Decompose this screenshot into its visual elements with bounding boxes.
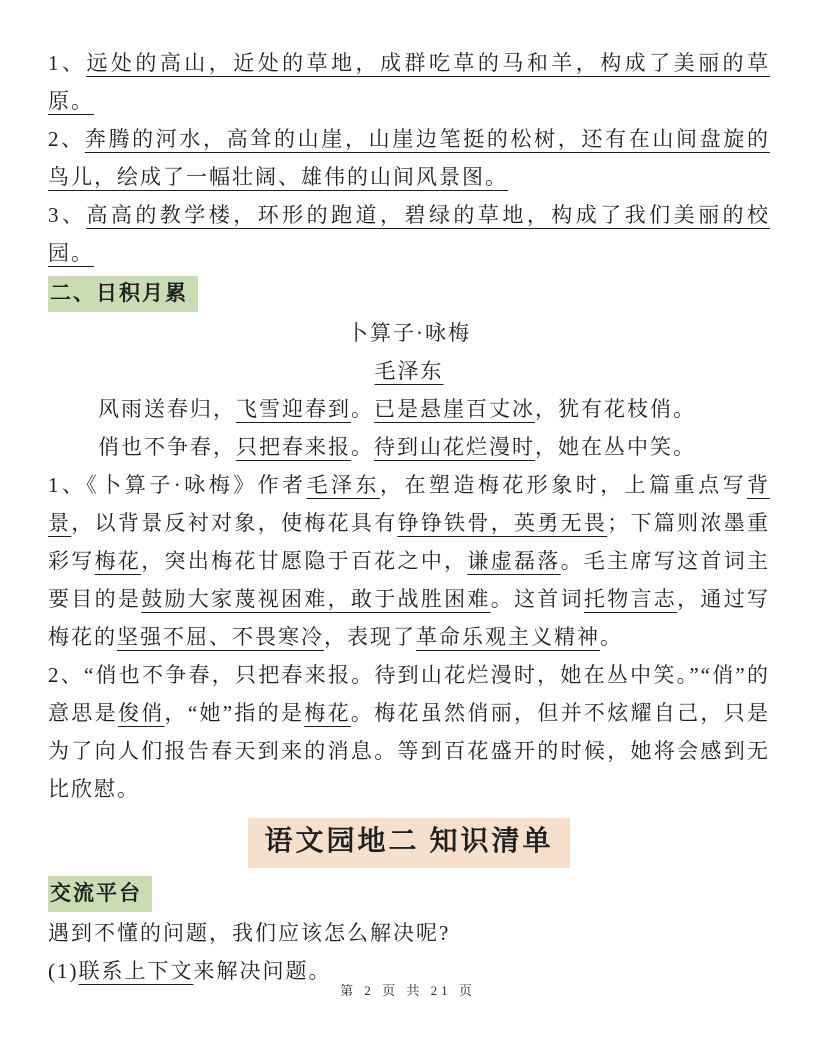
text-run: 。梅花虽然俏丽，但并不炫耀自己，只是为了向人们报告春天到来的消息。等到百花盛开的时候，她将会感到无比欣慰。	[48, 701, 771, 801]
document-content	[48, 44, 770, 990]
underlined-text: 铮铮铁骨，英勇无畏	[397, 511, 608, 535]
paragraph	[48, 656, 770, 808]
text-run: ；下篇则浓墨重彩写	[48, 511, 771, 573]
text-run: 2、	[48, 127, 85, 151]
underlined-text: 背景	[48, 473, 770, 535]
text-run: 语文园地二 知识清单	[264, 826, 554, 857]
underlined-text: 毛泽东	[374, 359, 444, 383]
text-run: ，她在丛中笑。	[535, 435, 696, 459]
underlined-text: 谦虚磊落	[467, 549, 561, 573]
underlined-text: 托物言志	[583, 587, 678, 611]
text-run: ，犹有花枝俏。	[535, 397, 696, 421]
text-run: ，突出梅花甘愿隐于百花之中，	[141, 549, 468, 573]
underlined-text: 联系上下文	[78, 959, 194, 983]
text-run: 。	[351, 435, 374, 459]
text-run: 。	[351, 397, 374, 421]
paragraph	[48, 120, 770, 196]
text-run: 风雨送春归，	[98, 397, 236, 421]
text-run: ，“她”指的是	[164, 701, 305, 725]
underlined-text: 俊俏	[117, 701, 165, 725]
underlined-text: 待到山花烂漫时	[374, 435, 535, 459]
text-run: ，在塑造梅花形象时，上篇重点写	[380, 473, 747, 497]
heading-highlight	[48, 276, 198, 312]
paragraph	[48, 914, 770, 952]
underlined-text: 鼓励大家蔑视困难，敢于战胜困难	[141, 587, 491, 611]
text-run: ，以背景反衬对象，使梅花具有	[71, 511, 398, 535]
text-run: (1)	[48, 959, 79, 983]
text-run: 卜算子·咏梅	[347, 321, 471, 345]
centered-line	[48, 314, 770, 352]
title-highlight	[248, 818, 569, 868]
underlined-text: 坚强不屈、不畏寒冷	[117, 625, 324, 649]
poem-line	[48, 390, 770, 428]
underlined-text: 高高的教学楼，环形的跑道，碧绿的草地，构成了我们美丽的校园。	[48, 203, 771, 265]
text-run: 。这首词	[490, 587, 584, 611]
text-run: 1、《卜算子·咏梅》作者	[48, 473, 307, 497]
underlined-text: 革命乐观主义精神	[416, 625, 600, 649]
text-run: 遇到不懂的问题，我们应该怎么解决呢?	[48, 921, 451, 945]
poem-line	[48, 428, 770, 466]
underlined-text: 毛泽东	[306, 473, 380, 497]
paragraph	[48, 44, 770, 120]
text-run: ，通过写梅花的	[48, 587, 771, 649]
text-run: 来解决问题。	[193, 959, 332, 983]
section-heading	[48, 274, 770, 312]
text-run: 交流平台	[50, 881, 142, 905]
text-run: 2、“俏也不争春，只把春来报。待到山花烂漫时，她在丛中笑。”“俏”的意思是	[48, 663, 770, 725]
text-run: 1、	[48, 51, 87, 75]
document-title	[48, 818, 770, 868]
paragraph	[48, 196, 770, 272]
underlined-text: 远处的高山，近处的草地，成群吃草的马和羊，构成了美丽的草原。	[48, 51, 771, 113]
centered-line	[48, 352, 770, 390]
underlined-text: 奔腾的河水，高耸的山崖，山崖边笔挺的松树，还有在山间盘旋的鸟儿，绘成了一幅壮阔、雄伟的山间风景图。	[48, 127, 771, 189]
text-run: 。	[600, 625, 623, 649]
page-footer: 第 2 页 共 21 页	[340, 983, 476, 998]
text-run: ，表现了	[324, 625, 416, 649]
heading-highlight	[48, 876, 152, 912]
underlined-text: 已是悬崖百丈冰	[374, 397, 535, 421]
underlined-text: 梅花	[94, 549, 142, 573]
text-run: 二、日积月累	[50, 281, 188, 305]
text-run: 。毛主席写这首词主要目的是	[48, 549, 771, 611]
text-run: 3、	[48, 203, 87, 227]
underlined-text: 梅花	[304, 701, 351, 725]
text-run: 俏也不争春，	[98, 435, 236, 459]
paragraph	[48, 466, 770, 656]
underlined-text: 只把春来报	[236, 435, 351, 459]
section-heading	[48, 874, 770, 912]
underlined-text: 飞雪迎春到	[236, 397, 351, 421]
